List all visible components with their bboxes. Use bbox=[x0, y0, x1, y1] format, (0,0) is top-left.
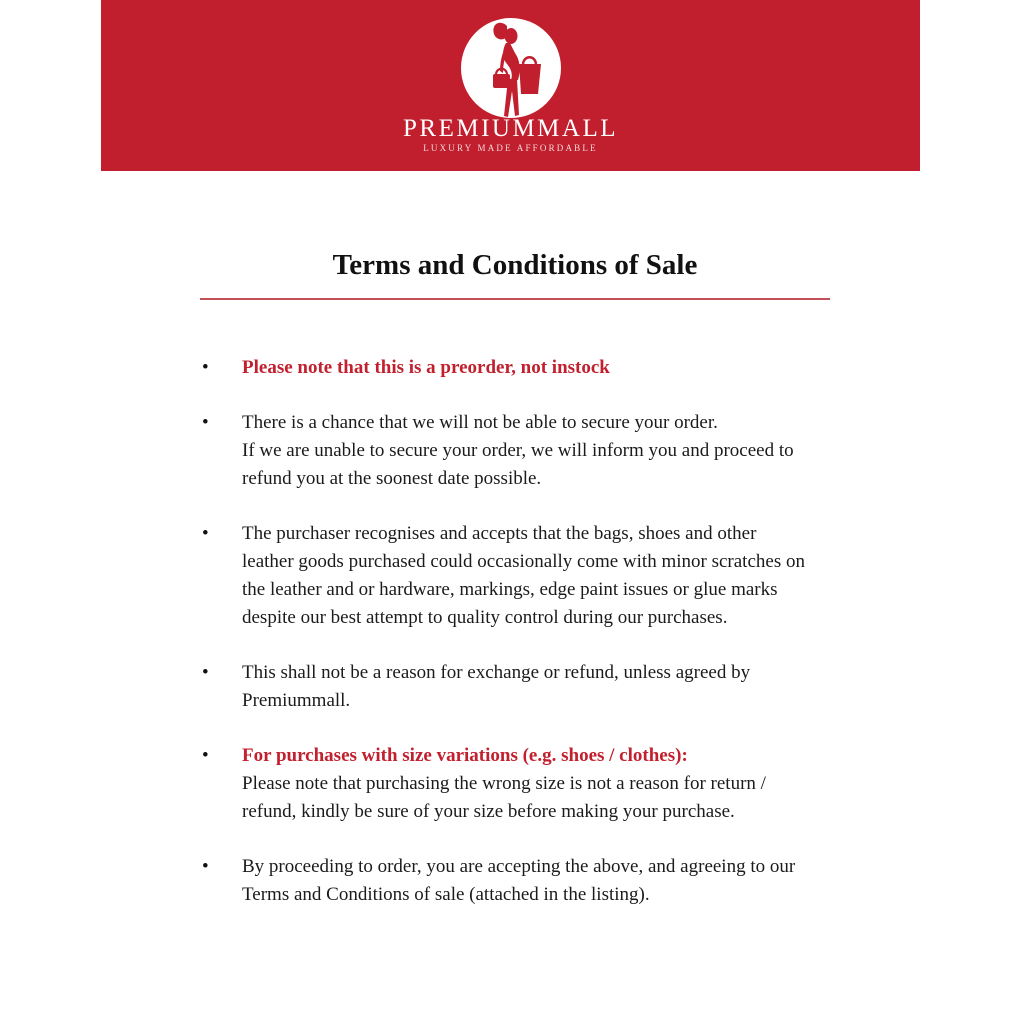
term-line: leather goods purchased could occasionally come with minor scratches on bbox=[242, 551, 805, 572]
list-item bbox=[200, 409, 830, 493]
bullet-marker: • bbox=[202, 523, 209, 544]
bullet-marker: • bbox=[202, 745, 209, 766]
brand-logo bbox=[459, 14, 563, 130]
brand-tagline: LUXURY MADE AFFORDABLE bbox=[423, 143, 598, 153]
list-item bbox=[200, 520, 830, 632]
list-item-body bbox=[242, 853, 830, 909]
list-item bbox=[200, 659, 830, 715]
term-line: refund, kindly be sure of your size before making your purchase. bbox=[242, 801, 735, 822]
term-line: Please note that purchasing the wrong size is not a reason for return / bbox=[242, 773, 766, 794]
term-line: The purchaser recognises and accepts that the bags, shoes and other bbox=[242, 523, 757, 544]
terms-list bbox=[200, 354, 830, 909]
term-line: By proceeding to order, you are accepting the above, and agreeing to our bbox=[242, 856, 796, 877]
terms-document bbox=[200, 171, 830, 936]
page-title: Terms and Conditions of Sale bbox=[332, 249, 698, 281]
title-divider bbox=[200, 298, 830, 300]
term-line: This shall not be a reason for exchange or refund, unless agreed by bbox=[242, 662, 751, 683]
brand-name: PREMIUMMALL bbox=[402, 115, 618, 142]
list-item bbox=[200, 354, 830, 382]
term-line: There is a chance that we will not be able to secure your order. bbox=[242, 412, 718, 433]
bullet-marker: • bbox=[202, 357, 209, 378]
list-item-body bbox=[242, 520, 830, 632]
term-heading: For purchases with size variations (e.g. shoes / clothes): bbox=[242, 745, 688, 766]
term-line: the leather and or hardware, markings, edge paint issues or glue marks bbox=[242, 579, 778, 600]
bullet-marker: • bbox=[202, 856, 209, 877]
brand-banner bbox=[101, 0, 920, 171]
bullet-marker: • bbox=[202, 412, 209, 433]
term-line: Terms and Conditions of sale (attached in the listing). bbox=[242, 884, 650, 905]
bullet-marker: • bbox=[202, 662, 209, 683]
woman-shopper-icon bbox=[459, 14, 563, 130]
term-heading: Please note that this is a preorder, not instock bbox=[242, 357, 610, 378]
term-line: Premiummall. bbox=[242, 690, 351, 711]
list-item-body bbox=[242, 742, 830, 826]
term-line: despite our best attempt to quality control during our purchases. bbox=[242, 607, 728, 628]
term-line: refund you at the soonest date possible. bbox=[242, 468, 542, 489]
term-line: If we are unable to secure your order, we will inform you and proceed to bbox=[242, 440, 794, 461]
list-item bbox=[200, 742, 830, 826]
list-item-body bbox=[242, 354, 830, 382]
list-item bbox=[200, 853, 830, 909]
list-item-body bbox=[242, 409, 830, 493]
list-item-body bbox=[242, 659, 830, 715]
